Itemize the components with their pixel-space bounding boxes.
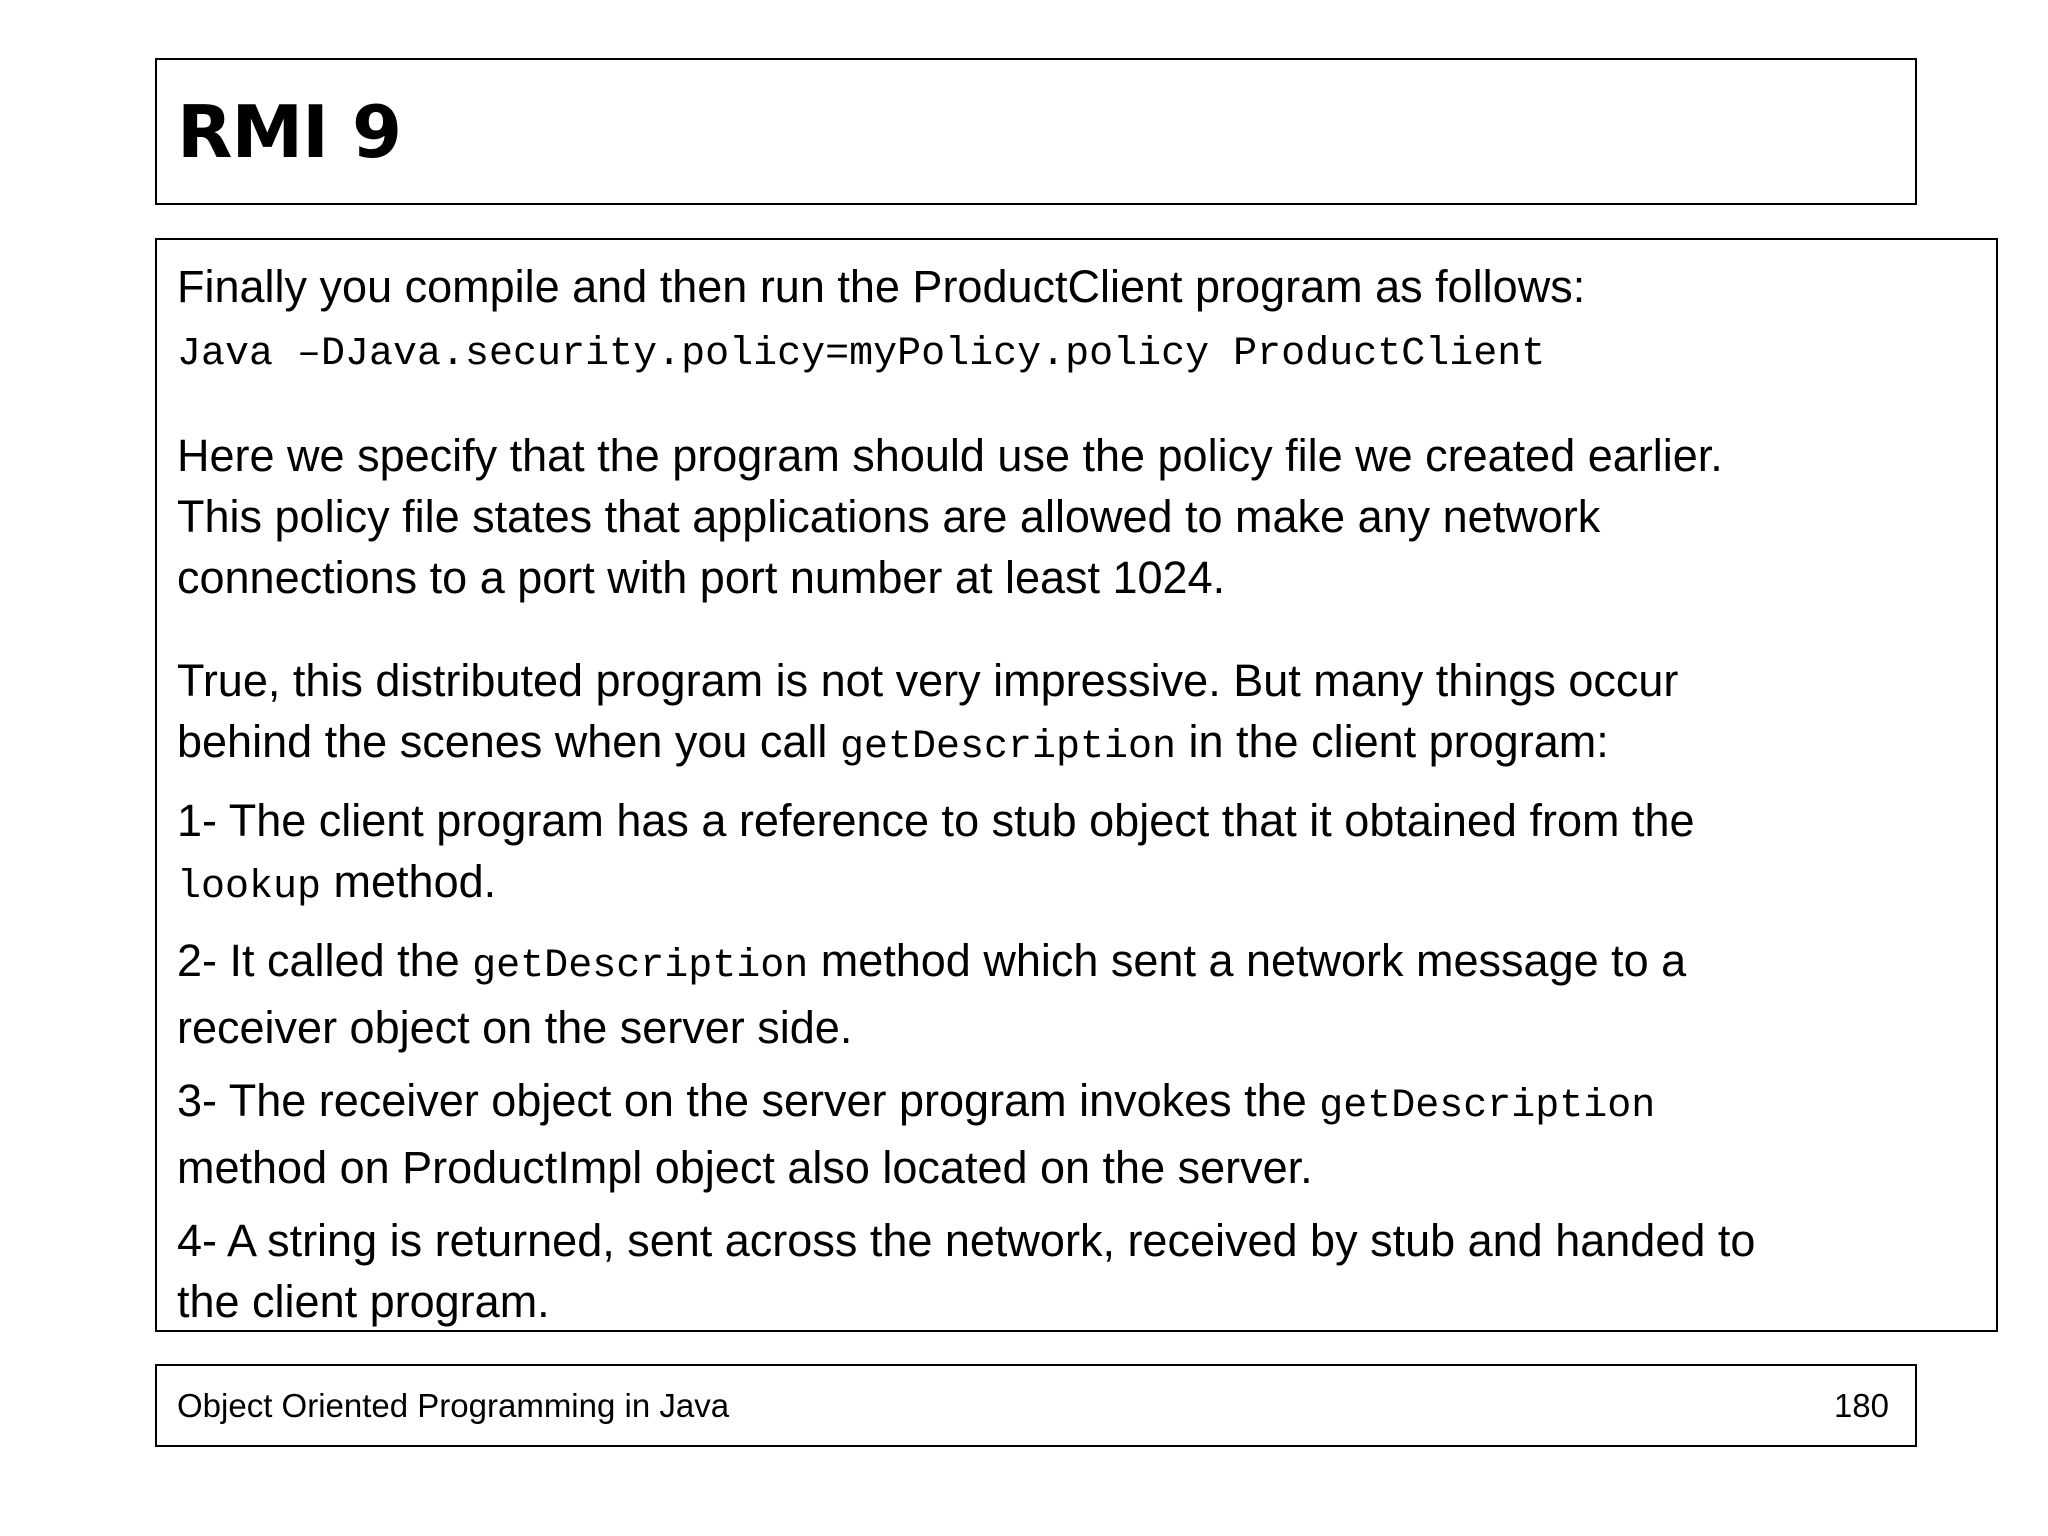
policy-paragraph	[177, 425, 1976, 608]
policy-line-1: Here we specify that the program should use the policy file we created earlier.	[177, 430, 1723, 481]
behind-scenes-paragraph	[177, 650, 1976, 778]
intro-text: Finally you compile and then run the ProductClient program as follows:	[177, 261, 1586, 312]
step-3	[177, 1070, 1976, 1198]
step-3-code: getDescription	[1319, 1084, 1656, 1129]
step-1-line-2	[177, 851, 1976, 918]
step-1	[177, 790, 1976, 918]
policy-line-2: This policy file states that applications are allowed to make any network	[177, 491, 1601, 542]
step-2-text-b: method which sent a network message to a	[808, 935, 1687, 986]
step-3-line-1	[177, 1070, 1976, 1137]
run-command: Java –DJava.security.policy=myPolicy.policy ProductClient	[177, 332, 1546, 377]
true-line-1: True, this distributed program is not very impressive. But many things occur	[177, 655, 1679, 706]
footer-page-number: 180	[1833, 1387, 1889, 1424]
true-line-2-code: getDescription	[839, 725, 1176, 770]
step-2-code: getDescription	[472, 944, 809, 989]
slide-title: RMI 9	[177, 90, 402, 174]
step-2-line-2: receiver object on the server side.	[177, 1002, 853, 1053]
footer-course-title: Object Oriented Programming in Java	[177, 1387, 730, 1424]
true-line-2	[177, 711, 1976, 778]
step-3-text-a: 3- The receiver object on the server program invokes the	[177, 1075, 1320, 1126]
step-3-line-2: method on ProductImpl object also located on the server.	[177, 1142, 1313, 1193]
step-1-code: lookup	[177, 865, 322, 910]
step-1-text: method.	[321, 856, 497, 907]
step-4	[177, 1210, 1976, 1332]
true-line-2-text-a: behind the scenes when you call	[177, 716, 840, 767]
step-2-line-1	[177, 930, 1976, 997]
step-2-text-a: 2- It called the	[177, 935, 473, 986]
step-2	[177, 930, 1976, 1058]
step-4-line-2: the client program.	[177, 1276, 550, 1327]
step-1-line-1: 1- The client program has a reference to stub object that it obtained from the	[177, 795, 1695, 846]
content-box	[155, 238, 1998, 1332]
title-box	[155, 58, 1917, 205]
true-line-2-text-b: in the client program:	[1176, 716, 1609, 767]
footer-box	[155, 1364, 1917, 1447]
policy-line-3: connections to a port with port number at least 1024.	[177, 552, 1226, 603]
step-4-line-1: 4- A string is returned, sent across the network, received by stub and handed to	[177, 1215, 1756, 1266]
